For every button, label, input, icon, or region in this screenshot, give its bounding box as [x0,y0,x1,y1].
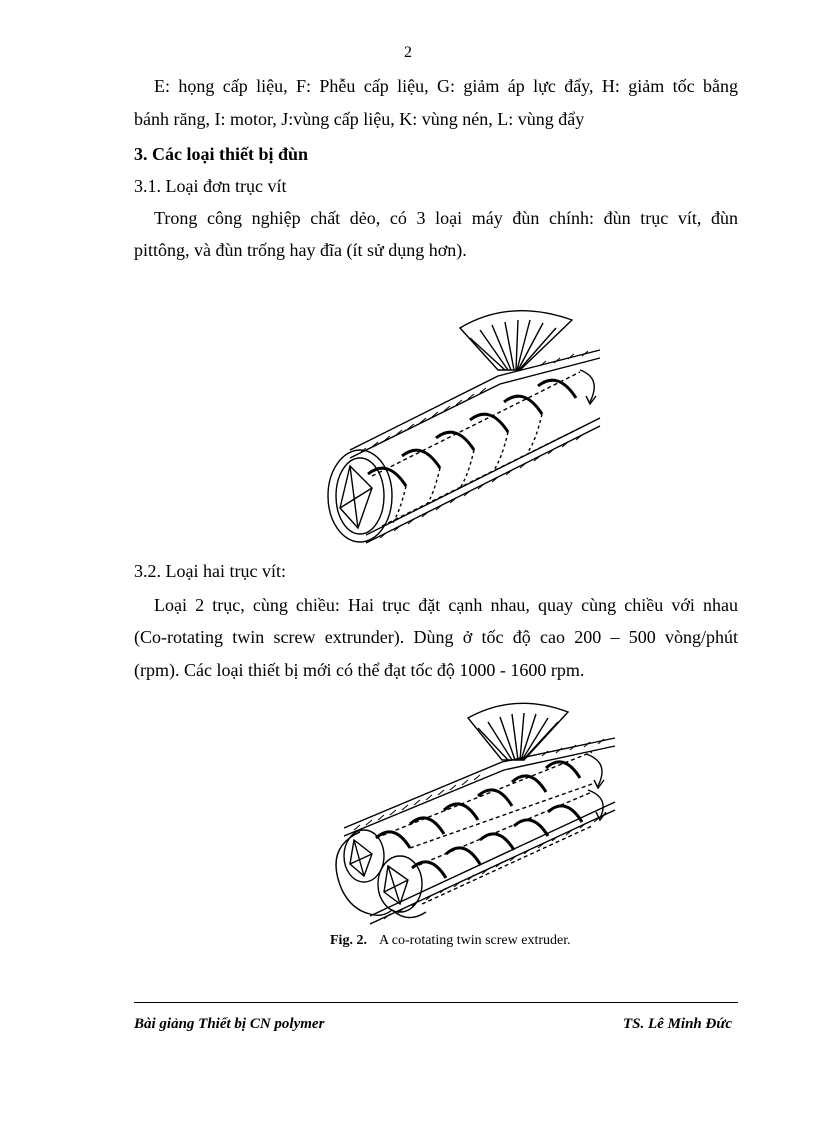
subsection-1-line-1: Trong công nghiệp chất dẻo, có 3 loại máy đùn chính: đùn trục vít, đùn [154,208,738,228]
figure-2-caption-text: A co-rotating twin screw extruder. [378,933,571,948]
subsection-2-line-1: Loại 2 trục, cùng chiều: Hai trục đặt cạnh nhau, quay cùng chiều với nhau [154,595,738,615]
paragraph-1-line-1: E: họng cấp liệu, F: Phễu cấp liệu, G: giảm áp lực đẩy, H: giảm tốc bằng [154,76,738,96]
subsection-2-line-3: (rpm). Các loại thiết bị mới có thể đạt tốc độ 1000 - 1600 rpm. [134,660,585,680]
twin-screw-extruder-figure [330,698,620,928]
subsection-2-title: 3.2. Loại hai trục vít: [134,561,286,581]
section-heading: 3. Các loại thiết bị đùn [134,144,309,164]
page-number: 2 [404,44,412,61]
footer-author: TS. Lê Minh Đức [623,1016,732,1032]
subsection-1-title: 3.1. Loại đơn trục vít [134,176,287,196]
footer-divider [134,1002,738,1003]
figure-2-label: Fig. 2. [330,933,367,948]
single-screw-extruder-figure [310,298,610,548]
paragraph-1-line-2: bánh răng, I: motor, J:vùng cấp liệu, K: vùng nén, L: vùng đẩy [134,109,585,129]
figure-2-caption [330,933,571,949]
subsection-1-line-2: pittông, và đùn trống hay đĩa (ít sử dụng hơn). [134,240,467,260]
footer-course-title: Bài giảng Thiết bị CN polymer [134,1016,325,1032]
subsection-2-line-2: (Co-rotating twin screw extrunder). Dùng ở tốc độ cao 200 – 500 vòng/phút [134,627,738,647]
